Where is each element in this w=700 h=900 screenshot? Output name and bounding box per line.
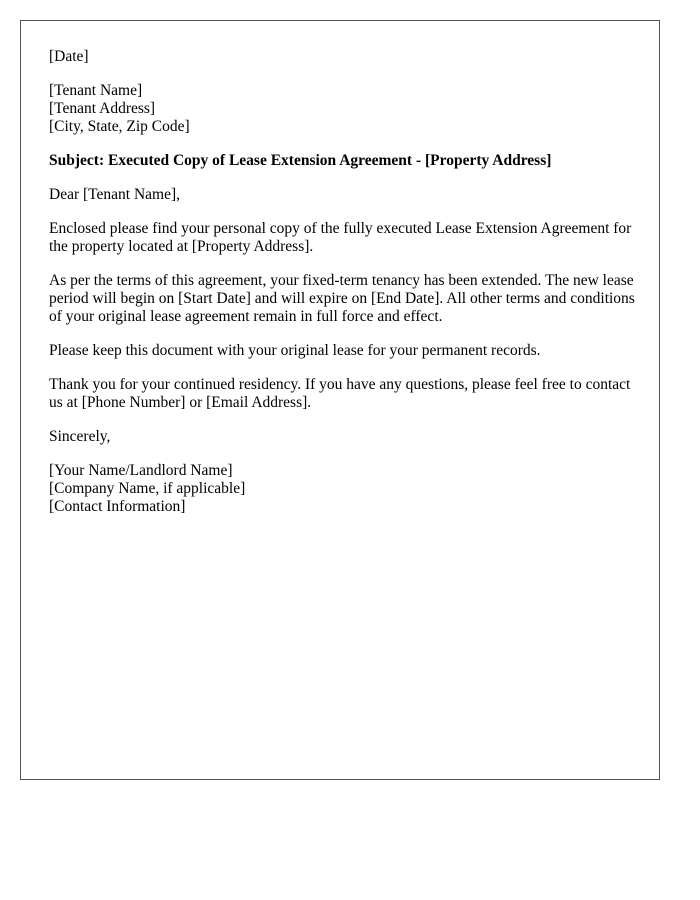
body-paragraph-enclosure: Enclosed please find your personal copy of the fully executed Lease Extension Agreement for the property located at [Property Address].	[49, 220, 632, 255]
body-paragraph-records: Please keep this document with your original lease for your permanent records.	[49, 342, 541, 359]
letter-closing: Sincerely,	[49, 428, 111, 445]
signature-contact: [Contact Information]	[49, 498, 186, 515]
letter-date: [Date]	[49, 48, 89, 65]
recipient-address: [Tenant Address]	[49, 100, 156, 117]
signature-block	[49, 462, 635, 516]
letter-page	[20, 20, 660, 780]
recipient-block	[49, 82, 635, 136]
recipient-name: [Tenant Name]	[49, 82, 143, 99]
signature-company: [Company Name, if applicable]	[49, 480, 246, 497]
letter-body	[49, 48, 635, 532]
body-paragraph-terms: As per the terms of this agreement, your fixed-term tenancy has been extended. The new lease period will begin on [Start Date] and will expire on [End Date]. All other terms and conditions of your original lease agreement remain in full force and effect.	[49, 272, 635, 325]
letter-subject: Subject: Executed Copy of Lease Extension Agreement - [Property Address]	[49, 152, 552, 169]
letter-salutation: Dear [Tenant Name],	[49, 186, 181, 203]
recipient-city-state-zip: [City, State, Zip Code]	[49, 118, 190, 135]
body-paragraph-thanks: Thank you for your continued residency. If you have any questions, please feel free to contact us at [Phone Number] or [Email Address].	[49, 376, 631, 411]
signature-name: [Your Name/Landlord Name]	[49, 462, 233, 479]
